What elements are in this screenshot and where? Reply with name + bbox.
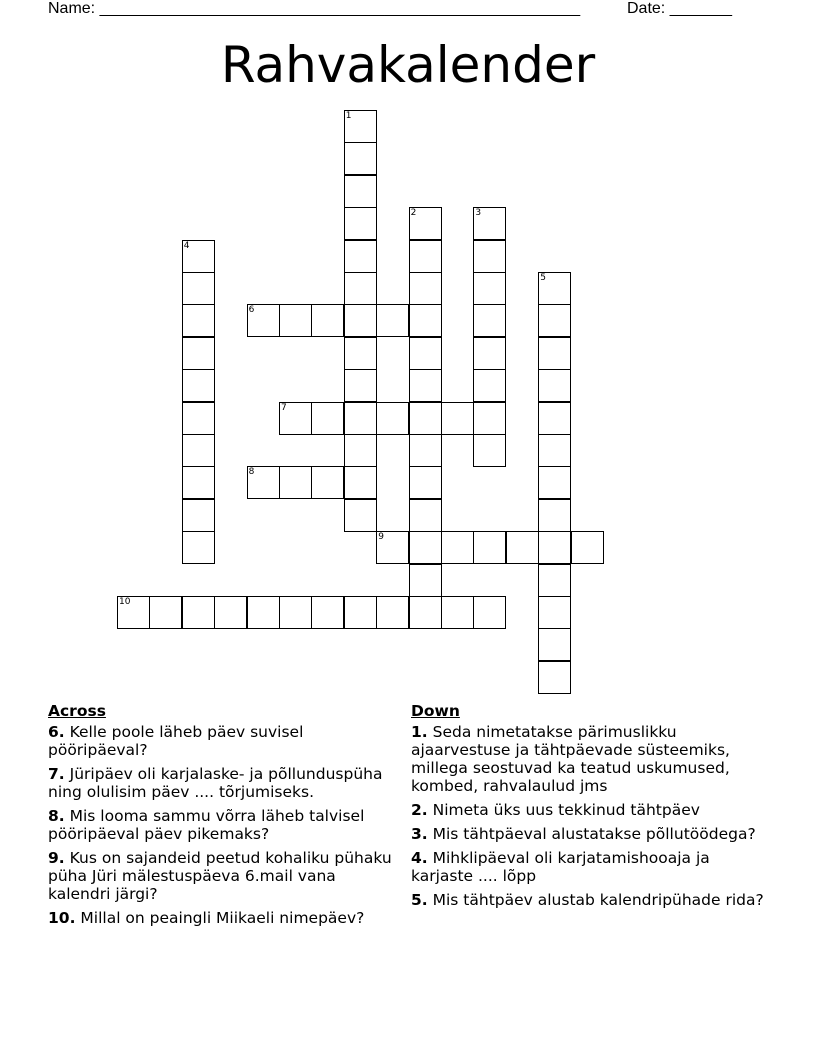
grid-cell[interactable]: [409, 240, 442, 273]
grid-cell[interactable]: [344, 369, 377, 402]
grid-cell[interactable]: [409, 272, 442, 305]
grid-cell[interactable]: [376, 402, 409, 435]
grid-cell[interactable]: [441, 531, 474, 564]
grid-cell[interactable]: [409, 369, 442, 402]
clue-down-2: [411, 801, 771, 819]
grid-cell[interactable]: [344, 272, 377, 305]
grid-cell[interactable]: [376, 531, 409, 564]
grid-cell[interactable]: [409, 337, 442, 370]
grid-cell[interactable]: [182, 499, 215, 532]
grid-cell[interactable]: [117, 596, 150, 629]
grid-cell[interactable]: [441, 402, 474, 435]
cell-number: 4: [183, 240, 190, 251]
clue-text: Mis tähtpäeval alustatakse põllutöödega?: [432, 825, 756, 843]
grid-cell[interactable]: [538, 434, 571, 467]
grid-cell[interactable]: [409, 531, 442, 564]
grid-cell[interactable]: [214, 596, 247, 629]
grid-cell[interactable]: [279, 402, 312, 435]
grid-cell[interactable]: [538, 564, 571, 597]
grid-cell[interactable]: [376, 596, 409, 629]
clue-down-4: [411, 849, 771, 885]
clue-number: 4.: [411, 849, 428, 867]
clue-across-6: [48, 723, 398, 759]
clue-text: Mis looma sammu võrra läheb talvisel pööripäeval päev pikemaks?: [48, 807, 365, 843]
cell-number: 3: [475, 208, 482, 219]
grid-cell[interactable]: [182, 466, 215, 499]
clue-number: 2.: [411, 801, 428, 819]
grid-cell[interactable]: [247, 466, 280, 499]
grid-cell[interactable]: [149, 596, 182, 629]
clue-number: 1.: [411, 723, 428, 741]
grid-cell[interactable]: [538, 402, 571, 435]
grid-cell[interactable]: [538, 596, 571, 629]
grid-cell[interactable]: [473, 596, 506, 629]
clue-text: Kus on sajandeid peetud kohaliku pühaku püha Jüri mälestuspäeva 6.mail vana kalendri järgi?: [48, 849, 392, 903]
cell-number: 7: [281, 402, 287, 413]
cell-number: 8: [248, 467, 255, 478]
grid-cell[interactable]: [311, 466, 344, 499]
grid-cell[interactable]: [409, 499, 442, 532]
grid-cell[interactable]: [311, 304, 344, 337]
clue-text: Jüripäev oli karjalaske- ja põllunduspüha ning olulisim päev .... tõrjumiseks.: [48, 765, 383, 801]
clue-number: 3.: [411, 825, 428, 843]
date-field-label: Date: _______: [627, 0, 732, 17]
grid-cell[interactable]: [247, 304, 280, 337]
grid-cell[interactable]: [538, 499, 571, 532]
grid-cell[interactable]: [279, 466, 312, 499]
grid-cell[interactable]: [441, 596, 474, 629]
grid-cell[interactable]: [473, 337, 506, 370]
grid-cell[interactable]: [344, 207, 377, 240]
grid-cell[interactable]: [538, 628, 571, 661]
grid-cell[interactable]: [473, 402, 506, 435]
grid-cell[interactable]: [409, 304, 442, 337]
clue-across-8: [48, 807, 398, 843]
clue-down-3: [411, 825, 771, 843]
clue-number: 8.: [48, 807, 65, 825]
grid-cell[interactable]: [506, 531, 539, 564]
grid-cell[interactable]: [538, 531, 571, 564]
clue-text: Mis tähtpäev alustab kalendripühade rida?: [432, 891, 764, 909]
down-heading: Down: [411, 702, 460, 720]
name-field-label: Name: ______________________________________________________: [48, 0, 581, 17]
clue-number: 9.: [48, 849, 65, 867]
grid-cell[interactable]: [376, 304, 409, 337]
grid-cell[interactable]: [409, 466, 442, 499]
grid-cell[interactable]: [344, 337, 377, 370]
grid-cell[interactable]: [473, 369, 506, 402]
grid-cell[interactable]: [538, 337, 571, 370]
grid-cell[interactable]: [473, 272, 506, 305]
grid-cell[interactable]: [182, 369, 215, 402]
grid-cell[interactable]: [409, 564, 442, 597]
grid-cell[interactable]: [344, 240, 377, 273]
grid-cell[interactable]: [279, 304, 312, 337]
grid-cell[interactable]: [182, 240, 215, 273]
grid-cell[interactable]: [247, 596, 280, 629]
across-clues: [48, 702, 398, 933]
grid-cell[interactable]: [182, 596, 215, 629]
grid-cell[interactable]: [538, 272, 571, 305]
grid-cell[interactable]: [344, 142, 377, 175]
page-title: Rahvakalender: [220, 36, 596, 94]
clue-text: Seda nimetatakse pärimuslikku ajaarvestuse ja tähtpäevade süsteemiks, millega seostuvad ka teatud uskumused, kombed, rahvalaulud jms: [411, 723, 730, 795]
clue-text: Millal on peaingli Miikaeli nimepäev?: [80, 909, 365, 927]
grid-cell[interactable]: [409, 596, 442, 629]
clue-text: Mihklipäeval oli karjatamishooaja ja karjaste .... lõpp: [411, 849, 710, 885]
cell-number: 1: [345, 111, 352, 121]
cell-number: 9: [378, 532, 384, 543]
clue-across-10: [48, 909, 398, 927]
grid-cell[interactable]: [311, 596, 344, 629]
grid-cell[interactable]: [409, 402, 442, 435]
grid-cell[interactable]: [538, 369, 571, 402]
grid-cell[interactable]: [344, 466, 377, 499]
grid-cell[interactable]: [473, 304, 506, 337]
grid-cell[interactable]: [182, 402, 215, 435]
cell-number: 2: [410, 208, 417, 219]
cell-number: 6: [248, 305, 255, 316]
clue-number: 6.: [48, 723, 65, 741]
grid-cell[interactable]: [344, 499, 377, 532]
cell-number: 10: [119, 597, 131, 607]
grid-cell[interactable]: [182, 304, 215, 337]
grid-cell[interactable]: [344, 304, 377, 337]
grid-cell[interactable]: [571, 531, 604, 564]
grid-cell[interactable]: [538, 304, 571, 337]
clue-number: 5.: [411, 891, 428, 909]
grid-cell[interactable]: [473, 434, 506, 467]
clue-text: Nimeta üks uus tekkinud tähtpäev: [432, 801, 700, 819]
clue-text: Kelle poole läheb päev suvisel pööripäeval?: [48, 723, 304, 759]
clue-number: 10.: [48, 909, 76, 927]
grid-cell[interactable]: [409, 207, 442, 240]
grid-cell[interactable]: [344, 110, 377, 143]
grid-cell[interactable]: [344, 175, 377, 208]
grid-cell[interactable]: [409, 434, 442, 467]
grid-cell[interactable]: [344, 402, 377, 435]
down-clues: [411, 702, 771, 915]
grid-cell[interactable]: [344, 596, 377, 629]
grid-cell[interactable]: [279, 596, 312, 629]
clue-across-7: [48, 765, 398, 801]
grid-cell[interactable]: [311, 402, 344, 435]
grid-cell[interactable]: [182, 337, 215, 370]
clue-across-9: [48, 849, 398, 903]
grid-cell[interactable]: [538, 466, 571, 499]
clue-number: 7.: [48, 765, 65, 783]
grid-cell[interactable]: [538, 661, 571, 694]
across-heading: Across: [48, 702, 106, 720]
grid-cell[interactable]: [473, 207, 506, 240]
grid-cell[interactable]: [182, 531, 215, 564]
grid-cell[interactable]: [473, 240, 506, 273]
cell-number: 5: [540, 273, 546, 283]
grid-cell[interactable]: [182, 434, 215, 467]
clue-down-5: [411, 891, 771, 909]
grid-cell[interactable]: [473, 531, 506, 564]
grid-cell[interactable]: [182, 272, 215, 305]
grid-cell[interactable]: [344, 434, 377, 467]
clue-down-1: [411, 723, 771, 795]
